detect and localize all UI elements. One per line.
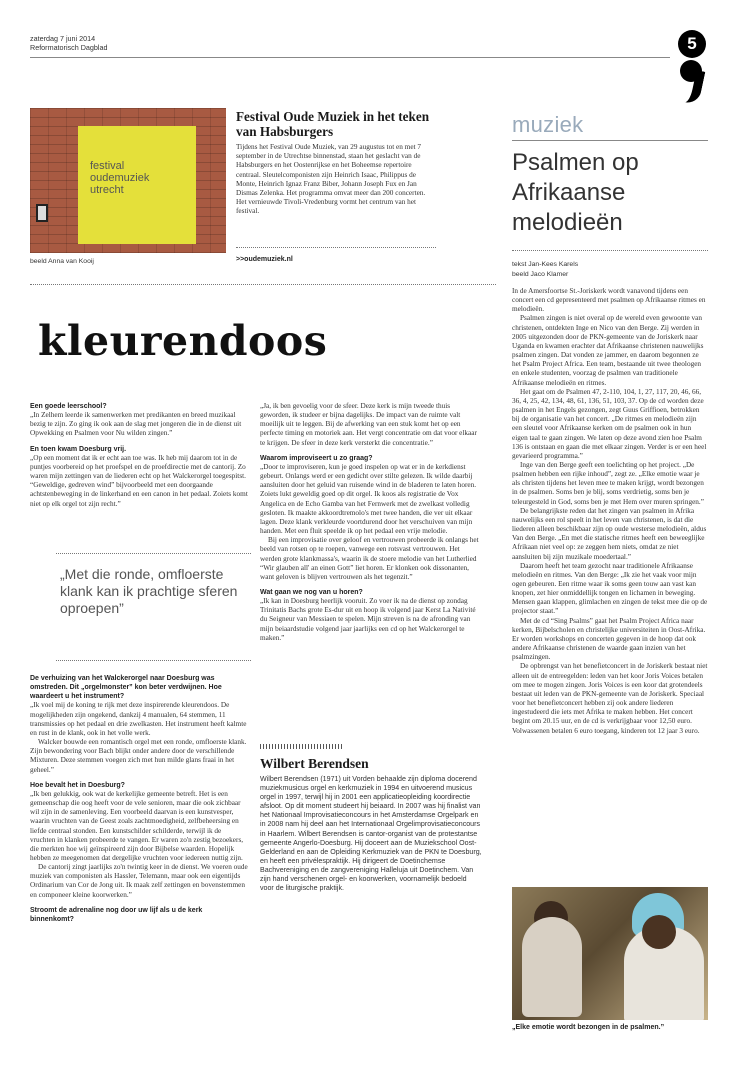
header-date: zaterdag 7 juni 2014 [30,34,96,43]
article-paragraph: In de Amersfoortse St.-Joriskerk wordt vanavond tijdens een concert een cd gepresenteerd met psalmen op Afrikaanse ritmes en melodieën. [512,287,706,314]
section-label: muziek [512,112,584,137]
bio-dots [260,744,344,749]
page-number: 5 [678,30,706,58]
festival-link[interactable]: >>oudemuziek.nl [236,256,293,263]
question: Wat gaan we nog van u horen? [260,588,363,596]
pullquote-rule-bottom [56,660,251,661]
festival-photo [30,108,226,253]
credit-text: tekst Jan-Kees Karels [512,261,579,268]
banner-line-1: festival [90,160,125,172]
header-rule [30,57,670,58]
article-rule [512,140,708,141]
article-body [512,287,708,736]
interview-col1-top [30,402,248,509]
banner-line-2: oudemuziek [90,172,150,184]
article-paragraph: Het gaat om de Psalmen 47, 2-110, 104, 1, 27, 117, 20, 46, 66, 36, 4, 25, 42, 134, 48, 61, 136, 51, 103, 37. Op de cd worden deze psalmen in het Engels gezongen, zegt Guus Griffioen, betrokken bij de organisatie van het concert. „De ritmes en melodieën zijn een sleutel voor Afrikaanse kerken om de psalmen ook in hun eigen taal te gaan zingen. We laten op deze avond zien hoe Psalm 136 is ontstaan en gaan die met elkaar zingen. Verder is er een heel gevarieerd programma.” [512,387,707,460]
festival-title: Festival Oude Muziek in het teken van Habsburgers [236,109,430,139]
festival-photo-credit: beeld Anna van Kooij [30,258,94,265]
header-dateline [30,34,108,52]
photo-caption: „Elke emotie wordt bezongen in de psalmen.” [512,1024,665,1031]
answer: „Ik kan in Doesburg heerlijk vooruit. Zo voer ik na de dienst op zondag Trinitatis Bachs grote Es-dur uit en hoop ik volgend jaar Kerst La Nativité du Seigneur van Messiaen te spelen. Mijn streven is na de afronding van mijn beiaardstudie volgend jaar jaarlijks een cd op het Walckerorgel te maken.” [260,597,476,642]
answer: „Ja, ik ben gevoelig voor de sfeer. Deze kerk is mijn tweede thuis geworden, ik studeer er bijna dagelijks. De impact van de ruimte valt moeilijk uit te leggen. Bij de afwerking van een stuk komt het op een perfecte timing en motoriek aan. Het vergt concentratie om dat voor elkaar te krijgen. De sfeer in deze kerk versterkt die concentratie.” [260,402,477,447]
question: De verhuizing van het Walckerorgel naar Doesburg was omstreden. Dit „orgelmonster” kon beter verdwijnen. Hoe waardeert u het instrument? [30,675,222,701]
article-paragraph: Psalmen zingen is niet overal op de wereld even gewoonte van christenen, ontdekten Inge en Nico van den Berge. Zij werden in 2005 uitgezonden door de PKN-gemeente van de Joriskerk naar Uganda en kwamen erachter dat Afrikaanse christenen nauwelijks psalmen zingen. Dat vonden ze jammer, en daarom begonnen ze het Psalm Project Africa. Een team, bestaande uit twee theologen en enkele studenten, voorzag de psalmen van traditionele Afrikaanse melodieën en ritmes. [512,314,704,387]
person-figure [522,917,582,1017]
person-face [642,915,676,949]
festival-divider [236,247,436,248]
interview-col1-bottom [30,674,248,924]
pull-quote: „Met die ronde, omfloerste klank kan ik prachtige sferen oproepen” [60,566,238,616]
article-paragraph: Inge van den Berge geeft een toelichting op het project. „De psalmen hebben een rijke inhoud”, zegt ze. „Elke emotie waar je als christen tijdens het leven mee te maken krijgt, wordt bezongen in de psalmen. Soms ben je blij, soms verdrietig, soms ben je teleurgesteld in God, soms ben je met Hem over muren springen.” [512,460,704,506]
bio-body: Wilbert Berendsen (1971) uit Vorden behaalde zijn diploma docerend muziekmusicus orgel en kerkmuziek in 1994 en uitvoerend musicus orgel in 1997, terwijl hij in 2001 een applicatieopleiding koordirectie afsloot. Op dit moment studeert hij beiaard. In 2007 was hij finalist van het Nationaal Improvisatieconcours in het Amsterdamse Orgelpark en in 2008 nam hij deel aan het Internationaal Orgelimprovisatieconcours in Haarlem. Wilbert Berendsen is cantor-organist van de protestantse gemeente Angerlo-Doesburg. Hij doceert aan de Muziekschool Oost-Gelderland en aan de Opleiding Kerkmuziek van de PKN te Doesburg, en heeft een privélespraktijk. Hij dirigeert de Doetinchemse Bachvereniging en de zangvereniging Halleluja uit Doetinchem. Van zijn hand verschenen orgel- en koorwerken, voornamelijk bedoeld voor de liturgische praktijk. [260,775,482,893]
answer: „Ik voel mij de koning te rijk met deze inspirerende kleurendoos. De mogelijkheden zijn ongekend, dankzij 4 manualen, 64 stemmen, 11 transmissies op het pedaal en drie zwelkasten. Het instrument heeft kalmte en rust in de klank, ook in het volle werk. [30,701,247,737]
festival-banner [78,126,196,244]
question: Stroomt de adrenaline nog door uw lijf als u de kerk binnenkomt? [30,906,203,923]
question: Een goede leerschool? [30,403,107,410]
question: Waarom improviseert u zo graag? [260,454,373,462]
answer: Walcker bouwde een romantisch orgel met een ronde, omfloerste klank. Zijn bewondering voor Bach blijkt onder andere door de verschillende Mixturen. Deze stemmen voegen zich met hun milde glans fraai in het geheel.” [30,738,247,774]
pullquote-rule-top [56,553,251,554]
credit-photo: beeld Jaco Klamer [512,270,569,278]
interview-title: kleurendoos [38,317,328,365]
article-divider [512,250,708,251]
article-paragraph: De belangrijkste reden dat het zingen van psalmen in Afrika nauwelijks een rol speelt in het leven van christenen, is dat die liederen alleen beschikbaar zijn op oude westerse melodieën, aldus Van den Berge. „En met die statische ritmes heeft een beweeglijke Afrikaan niet veel op: ze zeggen hem niets, omdat ze niet aansluiten bij zijn muzikale moedertaal.” [512,506,707,561]
article-paragraph: Met de cd “Sing Psalms” gaat het Psalm Project Africa naar kerken, Bijbelscholen en christelijke universiteiten in Oost-Afrika. Er worden workshops en concerten gegeven in de hoop dat ook andere Afrikaanse christenen de waarde gaan inzien van het psalmzingen. [512,616,706,662]
article-photo [512,887,708,1020]
header-paper: Reformatorisch Dagblad [30,43,108,52]
section-divider [30,284,496,285]
bio-title: Wilbert Berendsen [260,756,369,771]
festival-body: Tijdens het Festival Oude Muziek, van 29 augustus tot en met 7 september in de Utrechtse binnenstad, staan het geslacht van de Habsburgers en het Oostenrijkse en het Boheemse repertoire centraal. Sleutelcomponisten zijn Heinrich Isaac, Philippus de Monte, Heinrich Ignaz Franz Biber, Johann Joseph Fux en Jan Dismas Zelenka. Het programma omvat meer dan 200 concerten. Het vernieuwde Tivoli-Vredenburg vormt het centrum van het festival. [236,143,426,216]
answer: „Ik ben gelukkig, ook wat de kerkelijke gemeente betreft. Het is een gemeenschap die oog heeft voor de vele senioren, maar die ook zichbaar wil zijn in de samenleving. Een voorbeeld daarvan is een kunstvesper, waarin vruchten van de Geest zoals zachtmoedigheid, zelfbeheersing en liefde centraal stonden. Een kunstschilder schilderde, terwijl ik de vruchten in klanken probeerde te vangen. Er waren zo'n zestig bezoekers, die merkten hoe wij geïnspireerd zijn door Bijbelse waarden. Hopelijk hebben ze meegenomen dat dergelijke vruchten voor iedereen nuttig zijn. [30,789,244,862]
lamp-icon [36,204,48,222]
banner-line-3: utrecht [90,184,124,196]
answer: De cantorij zingt jaarlijks zo'n twintig keer in de dienst. We voeren oude muziek van componisten als Hassler, Telemann, maar ook een eigentijds Ordinarium van Cor de Jong uit. Ik maak zelf zettingen en bovenstemmen en componeer kleine koorwerken.” [30,863,248,899]
answer: „Door te improviseren, kun je goed inspelen op wat er in de kerkdienst gebeurt. Onlangs werd er een gedicht over stilte gelezen. Ik wilde daarbij aansluiten door het geluid van ruisende wind in de bladeren te laten horen. Zoiets lukt geweldig goed op dit orgel. Ik koos als registratie de Vox Angelica en de Echo Gamba van het Fernwerk met de zwelkast volledig gesloten. Ik maakte akkoordtremolo's met twee handen, die ver uit elkaar lagen. Deze klank verkleurde voortdurend door het verschuiven van mijn handen. Met een fluit speelde ik op het pedaal een vrije melodie. [260,462,477,536]
answer: „In Zelhem leerde ik samenwerken met predikanten en breed muzikaal bezig te zijn. Zo ging ik ook aan de slag met jongeren die in de dienst uit Opwekking en Psalmen voor Nu wilden zingen.” [30,411,242,438]
interview-col2 [260,402,482,643]
article-title: Psalmen op Afrikaanse melodieën [512,149,639,236]
answer: „Op een moment dat ik er echt aan toe was. Ik heb mij daarom tot in de puntjes voorbereid op het proefspel en de proefdirectie met de cantorij. Zo waren mijn zettingen van de liederen echt op het Walckerorgel toegespitst. “Geweldige, gedreven wind” bijvoorbeeld met een doorgaande achtstenbeweging in de linkerhand en een canon in het pedaal. Zoiets komt niet op elk orgel tot zijn recht.” [30,453,248,508]
article-credits [512,260,578,279]
article-paragraph: De opbrengst van het benefietconcert in de Joriskerk bestaat niet alleen uit de entreegelden: leden van het koor Joris Voices betalen om mee te mogen zingen. Joris Voices is een koor dat grotendeels bestaat uit leden van de PKN-gemeente van de Joriskerk. Speciaal voor het benefietconcert hebben zij ook andere liederen ingestudeerd die iets met Afrika te maken hebben. Het concert begint om 20.15 uur, en de cd is verkrijgbaar voor 12,50 euro. Volwassenen betalen 6 euro toegang, kinderen tot 12 jaar 3 euro. [512,662,708,735]
article-paragraph: Daarom heeft het team gezocht naar traditionele Afrikaanse melodieën en ritmes. Van den Berge: „Ik zie het vaak voor mijn ogen gebeuren. Een ritme waar ik soms geen touw aan vast kan knopen, zet hier onmiddellijk tongen en lichamen in beweging. Mensen gaan klappen, glimlachen en zingen de tekst mee die op de projector staat.” [512,561,708,616]
question: En toen kwam Doesburg vrij. [30,445,127,453]
answer: Bij een improvisatie over geloof en vertrouwen probeerde ik onlangs het beeld van rotsen op te roepen, vanwege een rotsvast vertrouwen. Het werden grote klankmassa's, waarin ik de stoere melodie van het Lutherlied “Wir glauben all' an einen Gott” liet horen. Er klonken ook dissonanten, want geloven is blijven vertrouwen als het tegenzit.” [260,536,479,581]
question: Hoe bevalt het in Doesburg? [30,781,125,789]
